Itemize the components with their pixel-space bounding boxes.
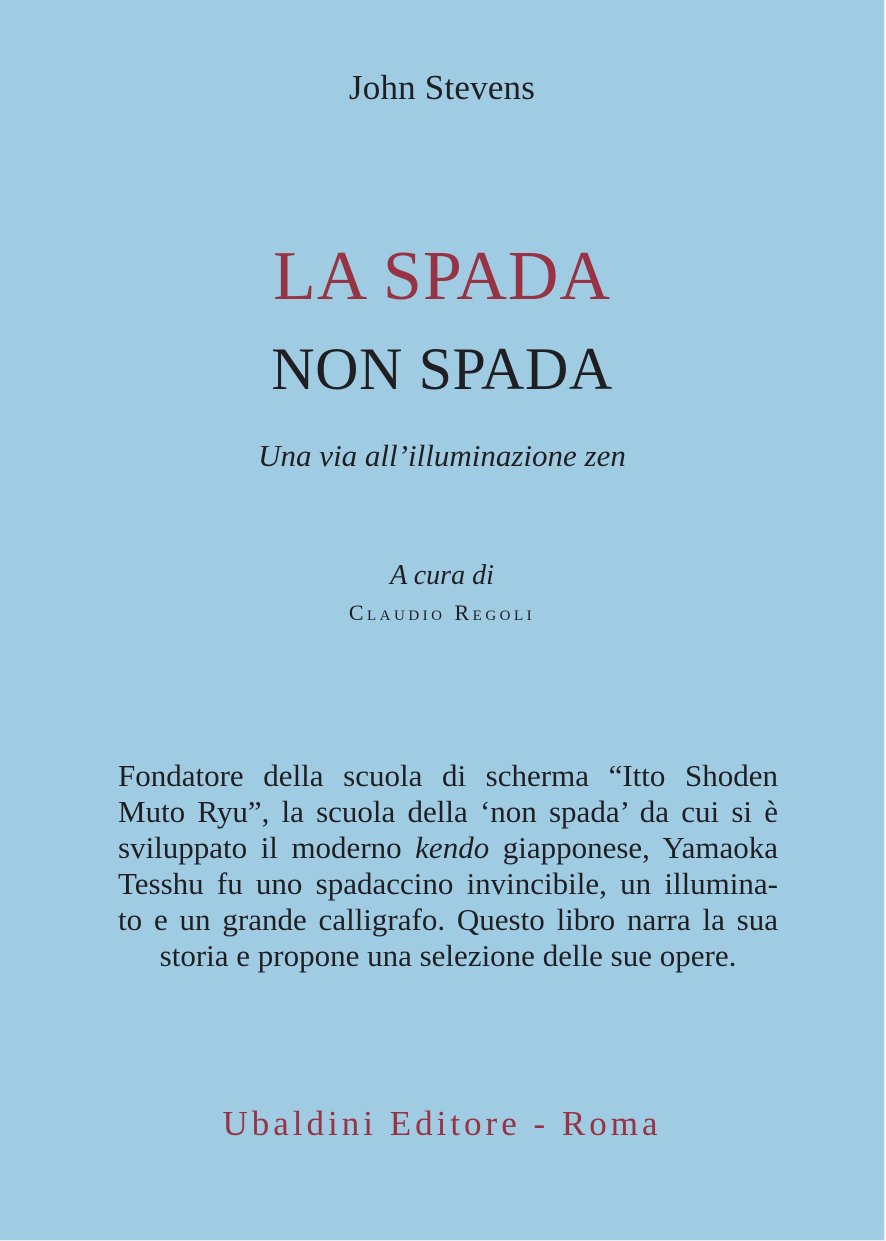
blurb-line: Muto Ryu”, la scuola della ‘non spada’ da cui si è <box>118 794 778 829</box>
blurb-line: to e un grande calligrafo. Questo libro narra la sua <box>118 902 778 937</box>
blurb-italic-term: kendo <box>415 830 490 865</box>
blurb-line: Fondatore della scuola di scherma “Itto Shoden <box>118 758 778 793</box>
title-line-2: NON SPADA <box>271 336 613 402</box>
blurb-text: sviluppato il moderno <box>118 830 416 865</box>
author-name: John Stevens <box>348 68 536 107</box>
blurb-text: giapponese, Yamaoka <box>489 830 778 865</box>
editor-name: Claudio Regoli <box>348 600 536 625</box>
editor-label: A cura di <box>390 560 494 591</box>
title-line-1: LA SPADA <box>272 238 612 315</box>
back-blurb <box>118 758 778 974</box>
publisher-name: Ubaldini Editore - Roma <box>222 1104 662 1143</box>
blurb-line <box>118 830 778 866</box>
subtitle: Una via all’illuminazione zen <box>258 438 626 473</box>
blurb-line: Tesshu fu uno spadaccino invincibile, un illumina- <box>118 866 778 901</box>
blurb-line: storia e propone una selezione delle sue opere. <box>159 938 737 973</box>
